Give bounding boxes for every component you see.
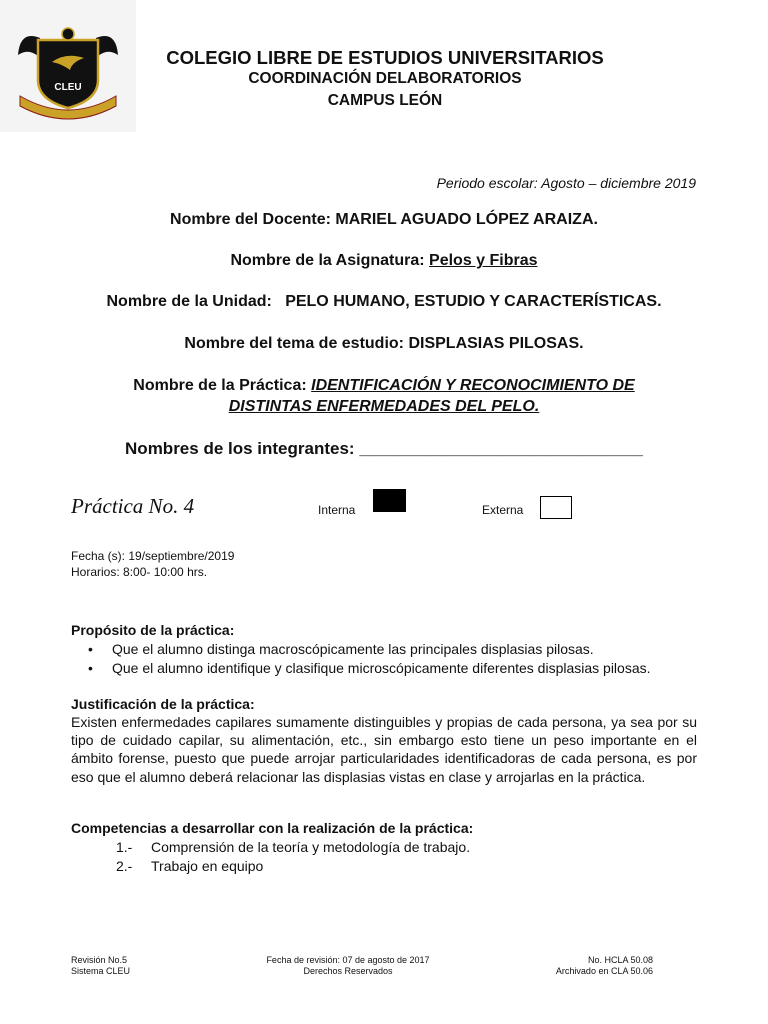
internal-label: Interna — [318, 503, 356, 517]
subject-line — [40, 252, 728, 270]
teacher-label: Nombre del Docente: — [170, 211, 331, 228]
unit-label: Nombre de la Unidad: — [106, 293, 272, 310]
purpose-list — [88, 640, 651, 678]
practice-name-value-1: IDENTIFICACIÓN Y RECONOCIMIENTO DE — [311, 377, 635, 394]
competencies-list — [116, 838, 470, 876]
internal-checkbox[interactable] — [373, 489, 406, 512]
teacher-line — [40, 211, 728, 229]
practice-name-value-2: DISTINTAS ENFERMEDADES DEL PELO. — [228, 398, 540, 415]
purpose-title: Propósito de la práctica: — [71, 622, 235, 638]
members-blank: ______________________________ — [359, 439, 643, 458]
justification-text: Existen enfermedades capilares sumamente distinguibles y propias de cada persona, ya sea por su tipo de cuidado capilar, su alimentación, etc., sin embargo esto tiene un peso importante en el ámbito forense, puesto que puede arrojar particularidades identificadoras de cada persona, es por eso que el alumno deberá relacionar las displasias vistas en clase y arrojarlas en la práctica. — [71, 714, 697, 785]
footer-center — [248, 955, 448, 977]
members-line — [40, 439, 728, 459]
date: Fecha (s): 19/septiembre/2019 — [71, 549, 235, 563]
school-period: Periodo escolar: Agosto – diciembre 2019 — [436, 175, 696, 191]
logo-text: CLEU — [54, 82, 82, 93]
external-checkbox[interactable] — [540, 496, 572, 519]
external-label: Externa — [482, 503, 524, 517]
justification-title: Justificación de la práctica: — [71, 696, 255, 712]
schedule: Horarios: 8:00- 10:00 hrs. — [71, 565, 208, 579]
list-item: • Que el alumno identifique y clasifique microscópicamente diferentes displasias pilosas. — [88, 659, 651, 678]
revision-number: Revisión No.5 — [71, 955, 128, 965]
document-number: No. HCLA 50.08 — [587, 955, 653, 965]
institution-name: COLEGIO LIBRE DE ESTUDIOS UNIVERSITARIOS — [166, 47, 604, 68]
revision-date: Fecha de revisión: 07 de agosto de 2017 — [266, 955, 430, 965]
unit-value: PELO HUMANO, ESTUDIO Y CARACTERÍSTICAS. — [285, 293, 662, 310]
campus-name: CAMPUS LEÓN — [327, 92, 443, 109]
competencies-title: Competencias a desarrollar con la realización de la práctica: — [71, 820, 474, 836]
practice-name-label: Nombre de la Práctica: — [133, 377, 307, 394]
topic-line — [40, 335, 728, 353]
practice-name-line-2 — [40, 398, 728, 416]
subject-value: Pelos y Fibras — [429, 252, 538, 269]
list-item: 1.- Comprensión de la teoría y metodología de trabajo. — [116, 839, 471, 855]
system-name: Sistema CLEU — [71, 966, 131, 976]
unit-line — [40, 293, 728, 311]
topic-value: DISPLASIAS PILOSAS. — [408, 335, 584, 352]
cleu-logo — [0, 0, 136, 132]
members-label: Nombres de los integrantes: — [125, 439, 355, 458]
coordination-name: COORDINACIÓN DELABORATORIOS — [248, 70, 522, 87]
rights: Derechos Reservados — [303, 966, 393, 976]
footer-left — [71, 955, 130, 977]
subject-label: Nombre de la Asignatura: — [230, 252, 425, 269]
list-item: 2.- Trabajo en equipo — [116, 858, 264, 874]
teacher-value: MARIEL AGUADO LÓPEZ ARAIZA. — [335, 211, 598, 228]
practice-name-line — [40, 377, 728, 395]
archive-number: Archivado en CLA 50.06 — [555, 966, 653, 976]
footer-right — [556, 955, 653, 977]
practice-number: Práctica No. 4 — [71, 494, 195, 518]
list-item: • Que el alumno distinga macroscópicamente las principales displasias pilosas. — [88, 640, 651, 659]
topic-label: Nombre del tema de estudio: — [184, 335, 404, 352]
logo-area — [0, 0, 136, 132]
